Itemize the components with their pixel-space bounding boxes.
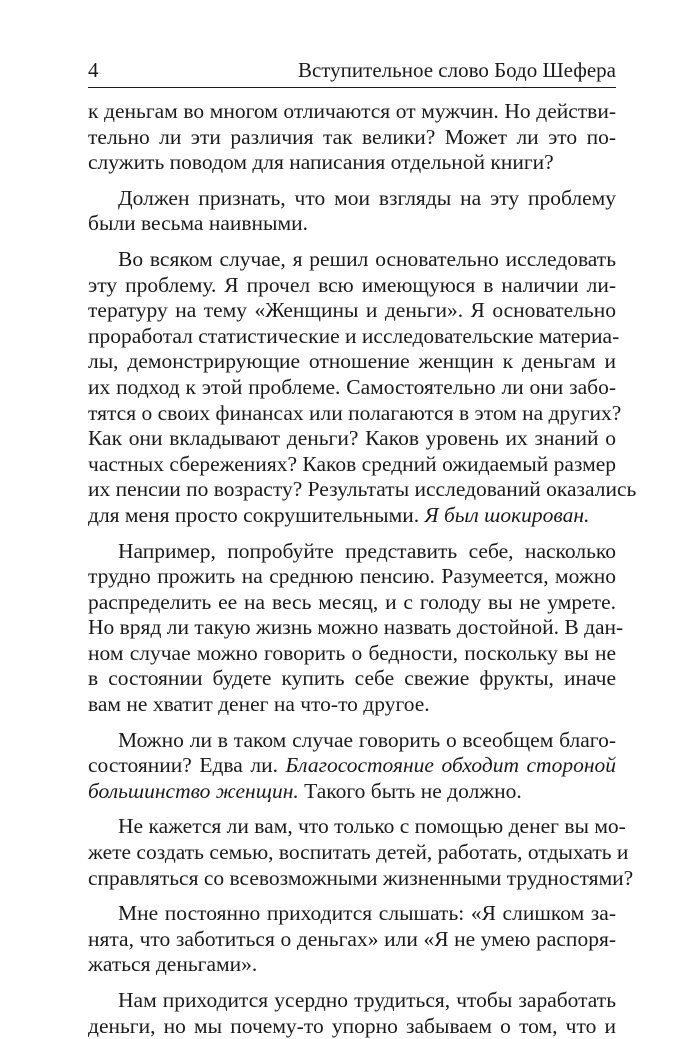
text-line: частных сбережениях? Каков средний ожидаемый размер bbox=[88, 451, 616, 476]
text-line: тельно ли эти различия так велики? Может ли это по- bbox=[88, 124, 616, 149]
text-line: лы, демонстрирующие отношение женщин к деньгам и bbox=[88, 349, 616, 374]
text-line: их пенсии по возрасту? Результаты исследований оказались bbox=[88, 477, 637, 502]
text-line bbox=[88, 779, 616, 805]
running-header bbox=[88, 58, 616, 82]
text-line: нята, что заботиться о деньгах» или «Я не умею распоря- bbox=[88, 926, 616, 951]
text-line: Можно ли в таком случае говорить о всеобщем благо- bbox=[118, 727, 616, 752]
text-line: их подход к этой проблеме. Самостоятельно ли они забо- bbox=[88, 374, 616, 399]
body-text bbox=[88, 99, 637, 1039]
text-line: в состоянии будете купить себе свежие фрукты, иначе bbox=[88, 666, 616, 691]
text-line: Мне постоянно приходится слышать: «Я слишком за- bbox=[118, 901, 616, 926]
running-title: Вступительное слово Бодо Шефера bbox=[297, 58, 616, 82]
page-number: 4 bbox=[88, 58, 99, 82]
text-line: Как они вкладывают деньги? Каков уровень их знаний о bbox=[88, 426, 616, 451]
text-line: жаться деньгами». bbox=[88, 952, 258, 977]
text-line: Во всяком случае, я решил основательно исследовать bbox=[118, 246, 616, 271]
text-line: к деньгам во многом отличаются от мужчин. Но действи- bbox=[88, 99, 616, 123]
text-line: жете создать семью, воспитать детей, работать, отдыхать и bbox=[88, 840, 629, 865]
text-line bbox=[88, 753, 616, 779]
text-line: эту проблему. Я прочел всю имеющуюся в наличии ли- bbox=[88, 272, 616, 297]
text-segment: для меня просто сокрушительными. bbox=[88, 502, 420, 527]
text-line: Не кажется ли вам, что только с помощью денег вы мо- bbox=[118, 814, 626, 839]
text-line: были весьма наивными. bbox=[88, 211, 308, 236]
text-line: проработал статистические и исследовательские материа- bbox=[88, 323, 620, 348]
text-line: трудно прожить на среднюю пенсию. Разумеется, можно bbox=[88, 564, 616, 589]
text-segment: состоянии? Едва ли. bbox=[88, 753, 278, 778]
text-line: Должен признать, что мои взгляды на эту проблему bbox=[118, 185, 616, 210]
text-line: Нам приходится усердно трудиться, чтобы заработать bbox=[118, 988, 616, 1012]
text-line: распределить ее на весь месяц, и с голоду вы не умрете. bbox=[88, 589, 616, 614]
emphasis-text: большинство женщин. bbox=[88, 778, 299, 803]
text-segment: Такого быть не должно. bbox=[304, 778, 522, 803]
text-line: справляться со всевозможными жизненными трудностями? bbox=[88, 865, 634, 890]
text-line: вам не хватит денег на что-то другое. bbox=[88, 692, 430, 717]
text-line: тературу на тему «Женщины и деньги». Я основательно bbox=[88, 298, 616, 323]
text-line: Но вряд ли такую жизнь можно назвать достойной. В дан- bbox=[88, 615, 624, 640]
emphasis-text: Благосостояние обходит стороной bbox=[285, 753, 616, 778]
text-line bbox=[88, 503, 616, 529]
header-rule bbox=[88, 87, 616, 88]
text-line: тятся о своих финансах или полагаются в этом на других? bbox=[88, 400, 622, 425]
text-line: ном случае можно говорить о бедности, поскольку вы не bbox=[88, 640, 616, 665]
text-line: Например, попробуйте представить себе, насколько bbox=[118, 538, 616, 563]
emphasis-text: Я был шокирован. bbox=[424, 502, 590, 527]
text-line: служить поводом для написания отдельной книги? bbox=[88, 150, 554, 175]
text-line: деньги, но мы почему-то упорно забываем о том, что и bbox=[88, 1013, 616, 1038]
